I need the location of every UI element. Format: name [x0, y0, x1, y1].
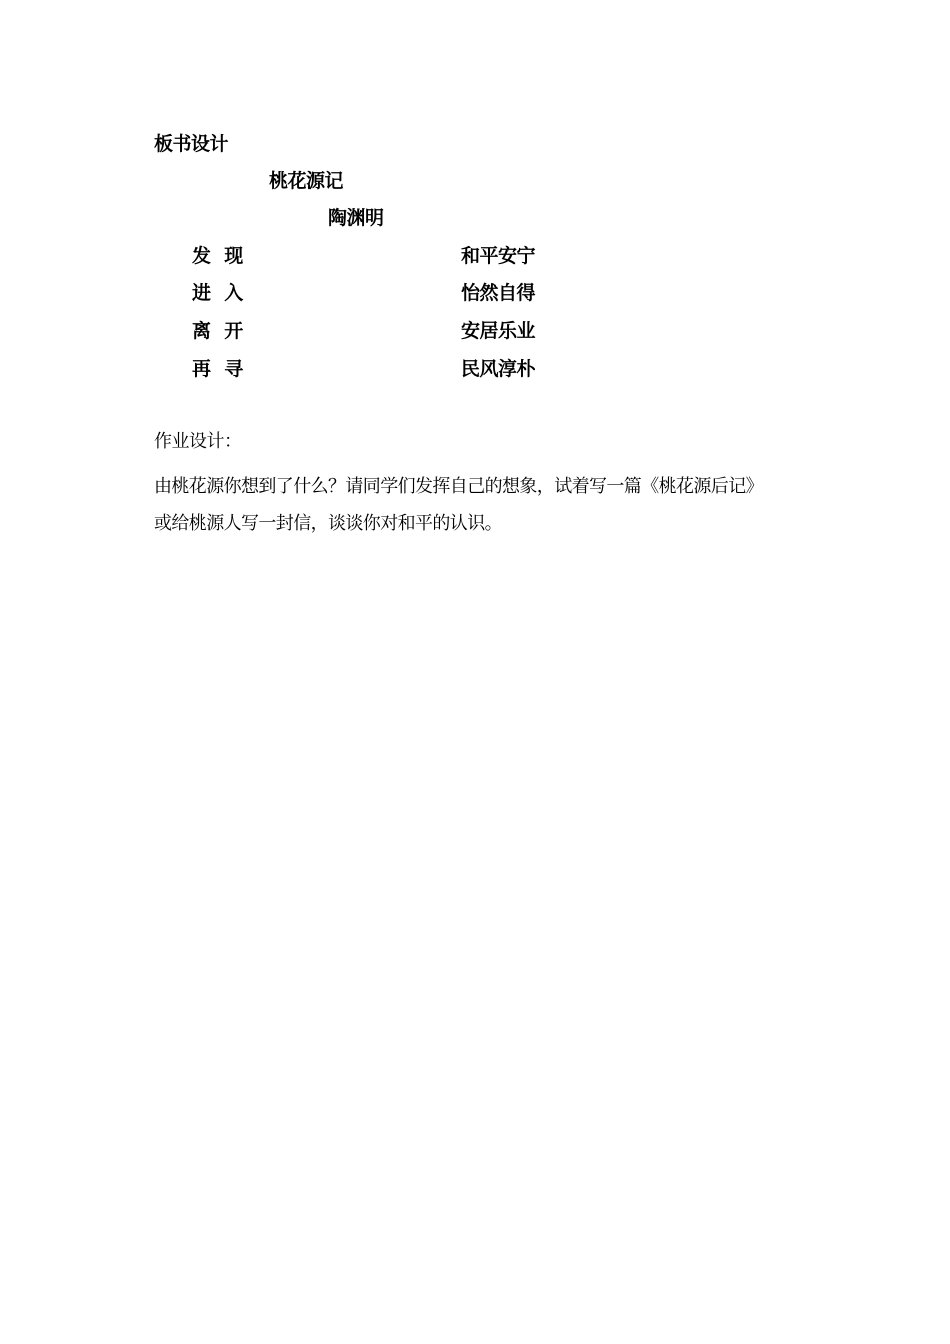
board-row [0, 247, 950, 271]
board-row-description: 安居乐业 [461, 320, 536, 342]
board-row-description: 和平安宁 [461, 245, 536, 267]
section-title: 板书设计 [154, 133, 229, 155]
homework-line: 由桃花源你想到了什么？请同学们发挥自己的想象，试着写一篇《桃花源后记》 [154, 476, 763, 497]
board-row-stage: 发 现 [192, 245, 244, 267]
board-row-stage: 离 开 [192, 320, 244, 342]
homework-label: 作业设计： [154, 431, 242, 452]
board-row-stage: 再 寻 [192, 358, 244, 380]
poem-title: 桃花源记 [269, 170, 344, 192]
board-row-description: 怡然自得 [461, 282, 536, 304]
board-row [0, 284, 950, 308]
author-name: 陶渊明 [328, 207, 384, 229]
board-row [0, 322, 950, 346]
homework-line: 或给桃源人写一封信，谈谈你对和平的认识。 [154, 513, 502, 534]
board-row [0, 360, 950, 384]
board-row-stage: 进 入 [192, 282, 244, 304]
homework-text [154, 468, 834, 542]
board-row-description: 民风淳朴 [461, 358, 536, 380]
